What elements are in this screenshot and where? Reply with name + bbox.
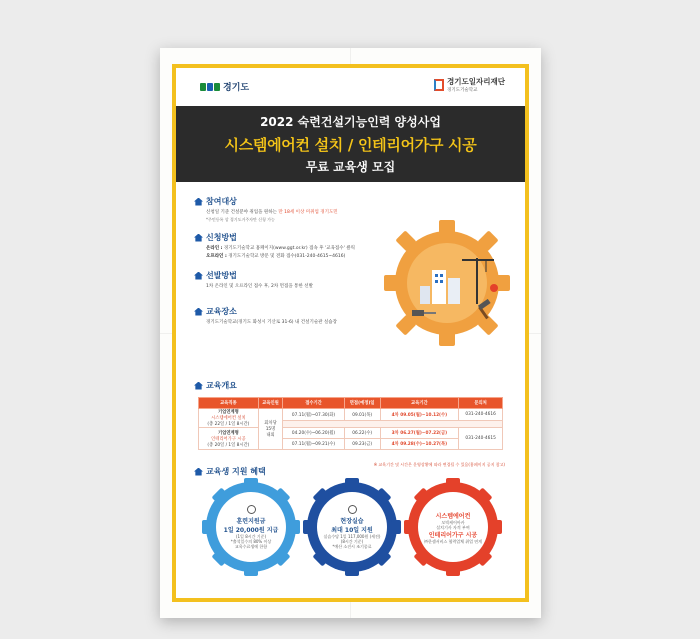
gear-tooth	[345, 566, 359, 576]
benefit-value: 최대 10일 지원	[331, 527, 373, 534]
gear-tooth	[244, 478, 258, 488]
table-header-row	[199, 398, 503, 409]
gear-tooth	[303, 520, 313, 534]
gear-tooth	[492, 520, 502, 534]
house-icon	[194, 198, 203, 206]
school-logo-text: 경기도기술학교	[447, 88, 478, 93]
selection-text: 1차 온라인 및 오프라인 접수 후, 2차 면접을 통한 선발	[206, 284, 313, 289]
gyeonggi-logo	[200, 80, 249, 93]
interview-cell: 09.01(목)	[344, 409, 380, 421]
table-row	[199, 428, 503, 439]
apply-period-cell: 07.11(월)~09.21(수)	[283, 439, 345, 450]
section-title: 신청방법	[206, 233, 237, 242]
section-venue	[194, 306, 337, 325]
apply-online: 온라인 : 경기도기술학교 홈페이지(www.ggt.or.kr) 접속 후 '교육접수' 클릭	[206, 246, 355, 251]
contact-cell: 031-240-4615	[459, 428, 503, 450]
gear-tooth	[290, 520, 300, 534]
benefit-desc: ㈜한샘서비스 협력업체 취업 연계	[423, 538, 483, 544]
house-icon	[194, 234, 203, 242]
course-table	[198, 397, 503, 450]
hands-icon	[348, 505, 357, 514]
eligibility-highlight: 만 18세 이상 미취업 경기도민	[278, 210, 338, 215]
benefit-gear-2	[307, 482, 397, 572]
house-icon	[194, 468, 203, 476]
table-header: 문의처	[459, 398, 503, 409]
gear-tooth	[345, 478, 359, 488]
benefit-desc: *예산 소진시 조기종료	[332, 544, 372, 549]
section-overview	[194, 380, 237, 391]
course-cell: 기업연계형 인테리어가구 시공 (총 20일 / 1일 8시간)	[199, 428, 259, 450]
benefit-value: 인테리어가구 시공	[428, 531, 478, 539]
apply-period-cell: 04.20(수)~06.20(월)	[283, 428, 345, 439]
section-title: 선발방법	[206, 271, 237, 280]
benefit-desc: 모빅케어아카	[441, 519, 465, 525]
section-selection	[194, 270, 313, 289]
house-icon	[194, 382, 203, 390]
section-title: 교육개요	[206, 381, 237, 390]
section-title: 교육생 지원 혜택	[206, 467, 266, 476]
benefit-gear-3	[408, 482, 498, 572]
interview-cell: 09.23(금)	[344, 439, 380, 450]
gyeonggi-logo-text: 경기도	[223, 83, 250, 93]
section-eligibility	[194, 196, 338, 223]
gear-tooth	[202, 520, 212, 534]
benefit-desc: 실습수당 1일 117,000원 (세전)	[323, 534, 381, 539]
foundation-logo-text: 경기도일자리재단	[447, 77, 505, 86]
interview-cell: 06.22(수)	[344, 428, 380, 439]
poster	[160, 48, 541, 618]
benefit-desc: 교육수료생에 한함	[234, 544, 268, 549]
table-header: 면접(예정)일	[344, 398, 380, 409]
course-period-cell: 3차 06.27(월)~07.22(금)	[380, 428, 459, 439]
table-row	[199, 409, 503, 421]
gear-tooth	[375, 550, 392, 567]
gyeonggi-logo-icon	[200, 83, 220, 91]
benefit-gear-1	[206, 482, 296, 572]
table-note: ※ 교육기간 및 시간은 운영상황에 따라 변경될 수 있음(홈페이지 공지 참고)	[373, 462, 505, 467]
benefit-desc: 설치기사 자격 부여	[436, 524, 470, 530]
benefit-title: 훈련지원금	[236, 518, 266, 525]
course-period-cell: 4차 09.28(수)~10.27(목)	[380, 439, 459, 450]
benefit-title: 현장실습	[340, 518, 364, 525]
apply-offline: 오프라인 : 경기도기술학교 방문 및 전화 접수(031-240-4615~4616)	[206, 254, 346, 259]
table-header: 교육인원	[258, 398, 283, 409]
gear-tooth	[446, 478, 460, 488]
benefit-desc: (1일 8시간 기준)	[235, 534, 267, 539]
course-period-cell: 4차 09.05(월)~10.12(수)	[380, 409, 459, 421]
gear-tooth	[446, 566, 460, 576]
gear-icon	[384, 220, 510, 346]
benefit-title: 시스템에어컨	[435, 512, 471, 520]
title-line-3: 무료 교육생 모집	[305, 160, 396, 174]
foundation-logo	[434, 76, 505, 93]
table-header: 교육직종	[199, 398, 259, 409]
venue-text: 경기도기술학교(경기도 화성시 기산로 31-6) 내 건설기술관 실습장	[206, 320, 337, 325]
benefit-value: 1일 20,000원 지급	[223, 527, 279, 534]
section-title: 참여대상	[206, 197, 237, 206]
location-pin-icon	[490, 284, 498, 292]
construction-gear-illustration	[382, 218, 512, 348]
gear-tooth	[476, 550, 493, 567]
table-header: 접수기간	[283, 398, 345, 409]
house-icon	[194, 272, 203, 280]
section-apply	[194, 232, 355, 259]
coin-icon	[247, 505, 256, 514]
course-cell: 기업연계형 시스템에어컨 설치 (총 22일 / 1일 8시간)	[199, 409, 259, 428]
benefit-desc: (8시간 기준)	[340, 539, 364, 544]
eligibility-note: *주민등록 상 경기도거주자만 신청 가능	[206, 217, 275, 222]
section-title: 교육장소	[206, 307, 237, 316]
title-band	[176, 106, 525, 182]
poster-frame	[172, 64, 529, 602]
gear-tooth	[404, 520, 414, 534]
gear-tooth	[244, 566, 258, 576]
eligibility-text: 신청일 기준 건설분야 취업을 원하는 만 18세 이상 미취업 경기도민	[206, 210, 338, 215]
capacity-cell: 회차당 15명 내외	[258, 409, 283, 450]
gear-tooth	[391, 520, 401, 534]
gear-tooth	[274, 550, 291, 567]
contact-cell: 031-240-4616	[459, 409, 503, 421]
title-line-1: 2022 숙련건설기능인력 양성사업	[260, 115, 441, 129]
foundation-logo-icon	[434, 79, 444, 91]
section-benefits	[194, 466, 266, 477]
benefit-desc: *출석일수의 80% 이상	[230, 539, 272, 544]
apply-period-cell: 07.11(월)~07.30(화)	[283, 409, 345, 421]
table-header: 교육기간	[380, 398, 459, 409]
title-line-2: 시스템에어컨 설치 / 인테리어가구 시공	[224, 136, 477, 154]
house-icon	[194, 308, 203, 316]
